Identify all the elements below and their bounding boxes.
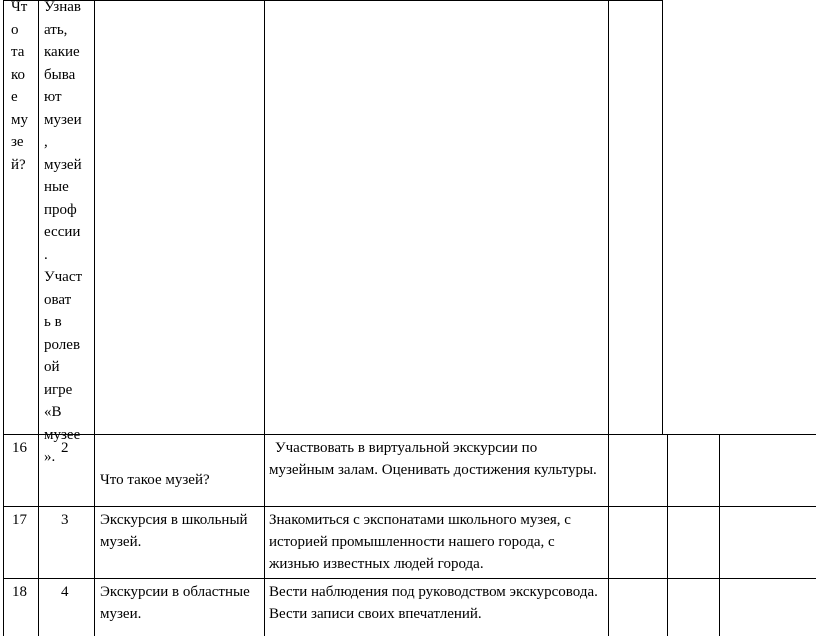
- column-divider: [264, 0, 265, 636]
- lesson-topic: Экскурсия в школьный музей.: [100, 512, 248, 550]
- row-number: 16: [12, 440, 27, 456]
- table-top-border: [3, 0, 663, 1]
- row-divider: [3, 434, 816, 435]
- row-divider: [3, 506, 816, 507]
- column-divider: [667, 435, 668, 636]
- lesson-number: 2: [61, 440, 69, 456]
- lesson-topic: Что такое музей?: [100, 472, 210, 488]
- row-divider: [3, 578, 816, 579]
- row-number: 18: [12, 584, 27, 600]
- lesson-activity: Вести наблюдения под руководством экскурсовода. Вести записи своих впечатлений.: [269, 584, 598, 622]
- column-divider: [38, 0, 39, 636]
- column-divider: [662, 0, 663, 435]
- column-divider: [719, 435, 720, 636]
- topic-cell-narrow: Чт о та ко е му зе й?: [11, 0, 28, 173]
- lesson-number: 4: [61, 584, 69, 600]
- lesson-activity: Участвовать в виртуальной экскурсии по музейным залам. Оценивать достижения культуры.: [269, 440, 597, 478]
- row-number: 17: [12, 512, 27, 528]
- lesson-topic: Экскурсии в областные музеи.: [100, 584, 250, 622]
- lesson-activity: Знакомиться с экспонатами школьного музея, с историей промышленности нашего города, с жизнью известных людей города.: [269, 512, 571, 572]
- lesson-number: 3: [61, 512, 69, 528]
- column-divider: [608, 0, 609, 636]
- activity-cell-narrow: Узнав ать, какие быва ют музеи , музей ные проф ессии . Участ оват ь в ролев ой игре «В музее ».: [44, 0, 83, 465]
- column-divider: [3, 0, 4, 636]
- column-divider: [94, 0, 95, 636]
